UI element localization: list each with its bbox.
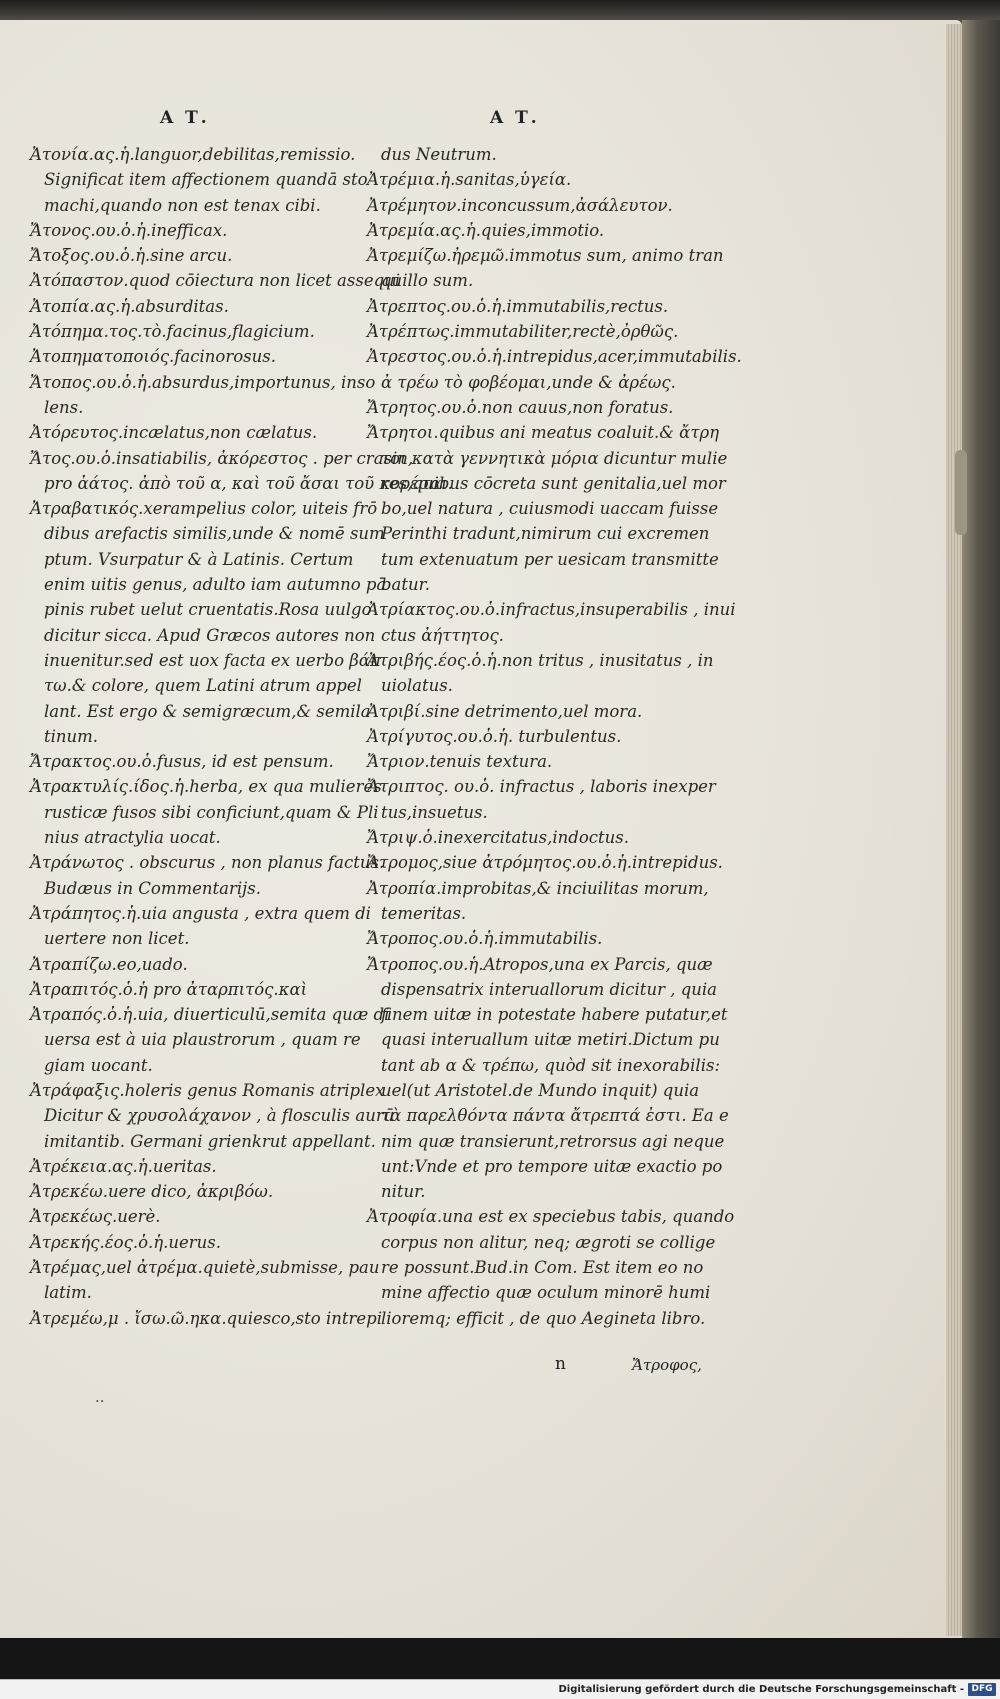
text-line: temeritas. (381, 903, 467, 923)
text-line: quasi interuallum uitæ metiri.Dictum pu (381, 1030, 720, 1050)
signature-mark: n (555, 1354, 566, 1374)
text-line: giam uocant. (44, 1055, 153, 1075)
text-line: Ἀτρακτυλίς.ίδος.ἡ.herba, ex qua mulieres (30, 777, 382, 797)
text-line: batur. (381, 575, 430, 595)
text-line: Budæus in Commentarijs. (44, 878, 262, 898)
footer-credit: Digitalisierung gefördert durch die Deutsche Forschungsgemeinschaft - (558, 1684, 964, 1695)
text-line: Ἀτόπαστον.quod cōiectura non licet assequi (30, 271, 401, 291)
text-line: Dicitur & χρυσολάχανον , à flosculis aurū (44, 1106, 395, 1126)
text-line: τοι κατὰ γεννητικὰ μόρια dicuntur mulie (381, 448, 728, 468)
digitization-footer (0, 1679, 1000, 1699)
text-line: Ἀτρεπτος.ου.ὁ.ἡ.immutabilis,rectus. (367, 296, 669, 316)
text-line: lioremq; efficit , de quo Aegineta libro. (381, 1308, 706, 1328)
text-line: Ἀτρεμέω,μ . ἴσω.ῶ.ηκα.quiesco,sto intrepi (30, 1308, 382, 1328)
text-line: τω.& colore, quem Latini atrum appel (44, 676, 362, 696)
text-line: res,quibus cōcreta sunt genitalia,uel mor (381, 473, 726, 493)
text-line: nitur. (381, 1182, 426, 1202)
text-line: Ἀτρεκής.έος.ὁ.ἡ.uerus. (30, 1232, 221, 1252)
text-line: dispensatrix interuallorum dicitur , quia (381, 979, 717, 999)
text-line: Ἀτρέμια.ἡ.sanitas,ὑγεία. (367, 170, 572, 190)
text-line: bo,uel natura , cuiusmodi uaccam fuisse (381, 499, 719, 519)
text-line: pinis rubet uelut cruentatis.Rosa uulgo (44, 600, 372, 620)
text-line: corpus non alitur, neq; ægroti se collige (381, 1232, 716, 1252)
book-fore-edge (962, 20, 1000, 1638)
text-line: Perinthi tradunt,nimirum cui excremen (381, 524, 710, 544)
text-line: Ἄτονος.ου.ὁ.ἡ.inefficax. (30, 220, 228, 240)
text-line: Ἀτόπημα.τος.τὸ.facinus,flagicium. (30, 322, 315, 342)
text-line: ctus ἀήττητος. (381, 625, 504, 645)
text-line: nim quæ transierunt,retrorsus agi neque (381, 1131, 725, 1151)
text-line: uersa est à uia plaustrorum , quam re (44, 1030, 361, 1050)
text-line: Ἄτροπος.ου.ἡ.Atropos,una ex Parcis, quæ (367, 954, 713, 974)
text-line: Ἄτριπτος. ου.ὁ. infractus , laboris inexper (367, 777, 716, 797)
text-line: Ἀτραβατικός.xerampelius color, uiteis frō (30, 499, 378, 519)
text-line: Ἄτρομος,siue ἀτρόμητος.ου.ὁ.ἡ.intrepidus. (367, 853, 723, 873)
text-line: quillo sum. (381, 271, 474, 291)
text-line: lant. Est ergo & semigræcum,& semila (44, 701, 371, 721)
text-line: Ἄτρητος.ου.ὁ.non cauus,non foratus. (367, 397, 674, 417)
text-line: Ἀτραπιτός.ὁ.ἡ pro ἀταρπιτός.καὶ (30, 979, 308, 999)
text-line: Ἀτροφία.una est ex speciebus tabis, quando (367, 1207, 735, 1227)
text-line: Ἀτράνωτος . obscurus , non planus factus. (30, 853, 385, 873)
text-line: Ἀτροπία.improbitas,& inciuilitas morum, (367, 878, 709, 898)
scan-bottom-edge (0, 1638, 1000, 1679)
text-line: Ἀτρέμας,uel ἀτρέμα.quietè,submisse, pau (30, 1258, 380, 1278)
text-line: ptum. Vsurpatur & à Latinis. Certum (44, 549, 354, 569)
text-line: Significat item affectionem quandā sto (44, 170, 368, 190)
text-line: dibus arefactis similis,unde & nomē sum (44, 524, 385, 544)
text-line: enim uitis genus, adulto iam autumno pā (44, 575, 387, 595)
text-line: Ἀτράπητος.ἡ.uia angusta , extra quem di (30, 903, 371, 923)
book-page (0, 20, 962, 1638)
text-line: inuenitur.sed est uox facta ex uerbo βάπ (44, 650, 381, 670)
text-line: imitantib. Germani grienkrut appellant. (44, 1131, 376, 1151)
text-line: Ἀτρεμία.ας.ἡ.quies,immotio. (367, 220, 605, 240)
text-line: Ἀτριβής.έος.ὁ.ἡ.non tritus , inusitatus , in (367, 650, 714, 670)
text-line: Ἄτροπος.ου.ὁ.ἡ.immutabilis. (367, 929, 603, 949)
text-line: Ἀτρέκεια.ας.ἡ.ueritas. (30, 1156, 217, 1176)
text-line: Ἀτρεκέω.uere dico, ἀκριβόω. (30, 1182, 274, 1202)
text-line: Ἄτοξος.ου.ὁ.ἡ.sine arcu. (30, 246, 233, 266)
text-line: Ἀτραπίζω.eo,uado. (30, 954, 188, 974)
catchword: Ἄτροφος, (632, 1356, 702, 1374)
text-line: Ἀτοπηματοποιός.facinorosus. (30, 347, 276, 367)
text-line: uel(ut Aristotel.de Mundo inquit) quia (381, 1080, 700, 1100)
text-line: Ἀτόρευτος.incælatus,non cælatus. (30, 423, 318, 443)
text-line: Ἀτρέμητον.inconcussum,ἀσάλευτον. (367, 195, 673, 215)
text-line: Ἀτρίγυτος.ου.ὁ.ἡ. turbulentus. (367, 726, 622, 746)
text-line: Ἀτρίακτος.ου.ὁ.infractus,insuperabilis , inui (367, 600, 736, 620)
running-head-left: Α Τ. (160, 108, 210, 128)
text-line: Ἄτρητοι.quibus ani meatus coaluit.& ἄτρη (367, 423, 720, 443)
clasp-tab (955, 450, 967, 535)
text-line: nius atractylia uocat. (44, 828, 221, 848)
text-line: Ἄτριον.tenuis textura. (367, 752, 553, 772)
text-line: finem uitæ in potestate habere putatur,et (381, 1005, 728, 1025)
text-line: rusticæ fusos sibi conficiunt,quam & Pli (44, 802, 379, 822)
text-line: τὰ παρελθόντα πάντα ἄτρεπτά ἐστι. Ea e (381, 1106, 729, 1126)
margin-mark: ·· (95, 1392, 105, 1410)
text-line: Ἀτρεστος.ου.ὁ.ἡ.intrepidus,acer,immutabilis. (367, 347, 742, 367)
text-line: Ἀτρεμίζω.ἠρεμῶ.immotus sum, animo tran (367, 246, 724, 266)
text-line: unt:Vnde et pro tempore uitæ exactio po (381, 1156, 723, 1176)
text-line: ἀ τρέω τὸ φοβέομαι,unde & ἀρέως. (381, 372, 676, 392)
text-line: re possunt.Bud.in Com. Est item eo no (381, 1258, 704, 1278)
text-line: tinum. (44, 726, 99, 746)
dfg-logo: DFG (968, 1683, 996, 1696)
text-line: Ἄτρακτος.ου.ὁ.fusus, id est pensum. (30, 752, 334, 772)
text-line: pro ἀάτος. ἀπὸ τοῦ α, καὶ τοῦ ἄσαι τοῦ κορέσαι. (44, 473, 453, 493)
text-line: Ἀτοπία.ας.ἡ.absurditas. (30, 296, 229, 316)
text-line: tant ab α & τρέπω, quòd sit inexorabilis: (381, 1055, 721, 1075)
text-line: mine affectio quæ oculum minorē humi (381, 1283, 711, 1303)
text-line: tum extenuatum per uesicam transmitte (381, 549, 719, 569)
text-line: tus,insuetus. (381, 802, 488, 822)
text-line: Ἄτριψ.ὁ.inexercitatus,indoctus. (367, 828, 629, 848)
text-line: Ἀτρέπτως.immutabiliter,rectè,ὀρθῶς. (367, 322, 679, 342)
text-line: Ἀτονία.ας.ἡ.languor,debilitas,remissio. (30, 145, 356, 164)
text-line: latim. (44, 1283, 92, 1303)
text-line: Ἄτοπος.ου.ὁ.ἡ.absurdus,importunus, inso (30, 372, 376, 392)
page-edge-stack (946, 24, 962, 1636)
text-line: lens. (44, 397, 84, 417)
text-line: uertere non licet. (44, 929, 190, 949)
text-line: dicitur sicca. Apud Græcos autores non (44, 625, 376, 645)
right-column (367, 142, 742, 1331)
text-line: Ἀτράφαξις.holeris genus Romanis atriplex (30, 1080, 385, 1100)
text-line: Ἀτριβί.sine detrimento,uel mora. (367, 701, 643, 721)
text-line: Ἄτος.ου.ὁ.insatiabilis, ἀκόρεστος . per crasin, (30, 448, 414, 468)
text-line: Ἀτρεκέως.uerè. (30, 1207, 161, 1227)
text-line: dus Neutrum. (381, 145, 497, 164)
text-line: Ἀτραπός.ὁ.ἡ.uia, diuerticulū,semita quæ di (30, 1005, 390, 1025)
running-head-right: Α Τ. (490, 108, 540, 128)
text-line: machi,quando non est tenax cibi. (44, 195, 321, 215)
text-line: uiolatus. (381, 676, 453, 696)
